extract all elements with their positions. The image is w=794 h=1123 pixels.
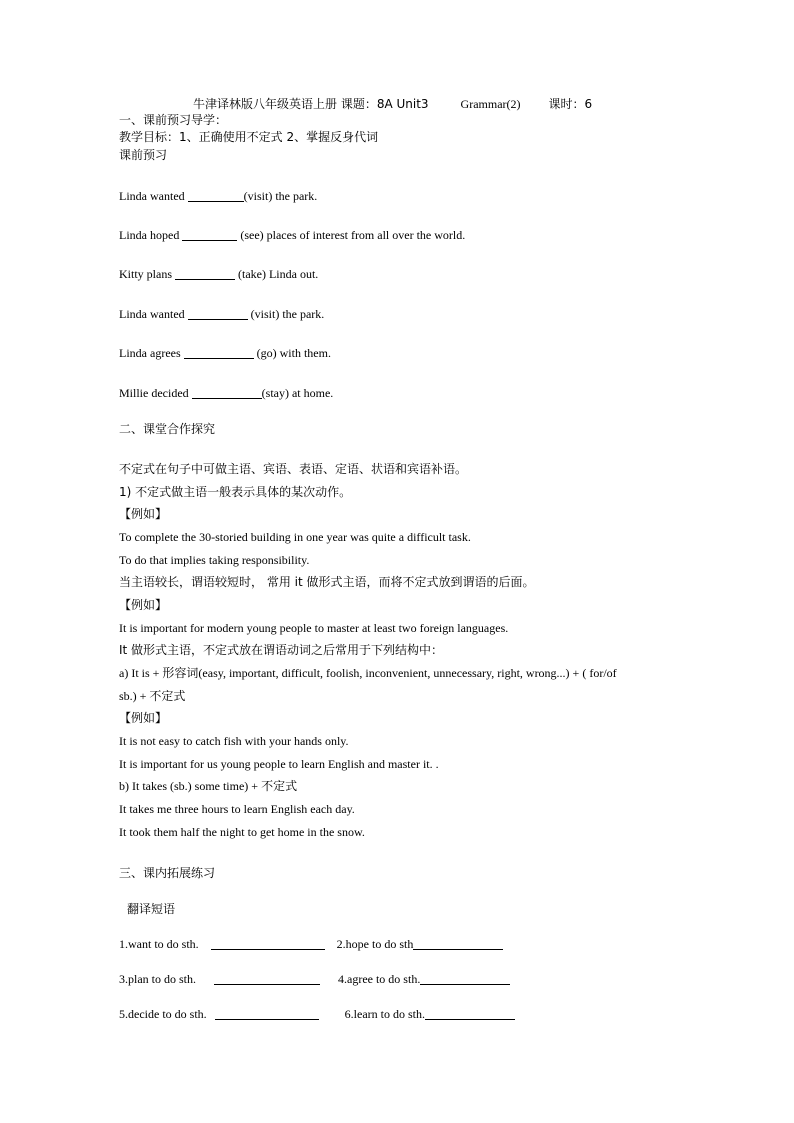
note-2: It 做形式主语，不定式放在谓语动词之后常用于下列结构中： <box>119 643 444 657</box>
translate-subtitle: 翻译短语 <box>127 902 176 916</box>
phrase-2: 2.hope to do sth <box>336 937 414 951</box>
pattern-a-line-2: sb.) + 不定式 <box>119 689 186 703</box>
exercise-4: Linda wanted (visit) the park. <box>119 307 325 321</box>
exercise-3: Kitty plans (take) Linda out. <box>119 267 319 281</box>
phrase-3: 3.plan to do sth. <box>119 972 196 986</box>
phrase-6: 6.learn to do sth. <box>344 1007 425 1021</box>
translation-blank[interactable] <box>413 937 503 950</box>
header-period: 课时：6 <box>548 97 593 111</box>
pattern-b: b) It takes (sb.) some time) + 不定式 <box>119 779 298 793</box>
example-sentence-7: It took them half the night to get home in the snow. <box>119 825 365 839</box>
phrase-4: 4.agree to do sth. <box>338 972 421 986</box>
translation-blank[interactable] <box>425 1007 515 1020</box>
translation-blank[interactable] <box>215 1007 319 1020</box>
translation-blank[interactable] <box>420 972 510 985</box>
phrase-row-3 <box>119 1006 515 1022</box>
teaching-goals: 教学目标：1、正确使用不定式 2、掌握反身代词 <box>119 130 379 144</box>
example-sentence-2: To do that implies taking responsibility. <box>119 553 310 567</box>
exercise-6: Millie decided (stay) at home. <box>119 386 334 400</box>
infinitive-intro: 不定式在句子中可做主语、宾语、表语、定语、状语和宾语补语。 <box>119 462 468 476</box>
phrase-1: 1.want to do sth. <box>119 937 199 951</box>
example-label: 【例如】 <box>119 598 168 612</box>
answer-blank[interactable] <box>192 386 262 399</box>
header-textbook: 牛津译林版八年级英语上册 课题：8A Unit3 <box>193 97 429 111</box>
exercise-1: Linda wanted (visit) the park. <box>119 189 318 203</box>
phrase-row-1 <box>119 936 503 952</box>
answer-blank[interactable] <box>184 346 254 359</box>
answer-blank[interactable] <box>175 267 235 280</box>
header-topic: Grammar(2) <box>460 97 521 111</box>
example-sentence-5: It is important for us young people to learn English and master it. . <box>119 757 439 771</box>
section3-title: 三、课内拓展练习 <box>119 866 216 880</box>
example-sentence-1: To complete the 30-storied building in one year was quite a difficult task. <box>119 530 471 544</box>
answer-blank[interactable] <box>182 228 237 241</box>
answer-blank[interactable] <box>188 307 248 320</box>
exercise-2: Linda hoped (see) places of interest from all over the world. <box>119 228 466 242</box>
section2-title: 二、课堂合作探究 <box>119 422 216 436</box>
section1-title: 一、课前预习导学： <box>119 113 228 127</box>
pattern-a-line-1: a) It is + 形容词(easy, important, difficult, foolish, inconvenient, unnecessary, right, wrong...) + ( for/of <box>119 666 617 680</box>
example-label: 【例如】 <box>119 711 168 725</box>
exercise-5: Linda agrees (go) with them. <box>119 346 331 360</box>
phrase-row-2 <box>119 971 510 987</box>
example-sentence-3: It is important for modern young people to master at least two foreign languages. <box>119 621 509 635</box>
preview-title: 课前预习 <box>119 148 168 162</box>
translation-blank[interactable] <box>211 937 325 950</box>
answer-blank[interactable] <box>188 189 244 202</box>
point-1: 1) 不定式做主语一般表示具体的某次动作。 <box>119 485 352 499</box>
example-label: 【例如】 <box>119 507 168 521</box>
example-sentence-6: It takes me three hours to learn English each day. <box>119 802 355 816</box>
lesson-header <box>193 95 592 112</box>
note-1: 当主语较长，谓语较短时， 常用 it 做形式主语，而将不定式放到谓语的后面。 <box>119 575 535 589</box>
example-sentence-4: It is not easy to catch fish with your hands only. <box>119 734 349 748</box>
translation-blank[interactable] <box>214 972 320 985</box>
phrase-5: 5.decide to do sth. <box>119 1007 207 1021</box>
